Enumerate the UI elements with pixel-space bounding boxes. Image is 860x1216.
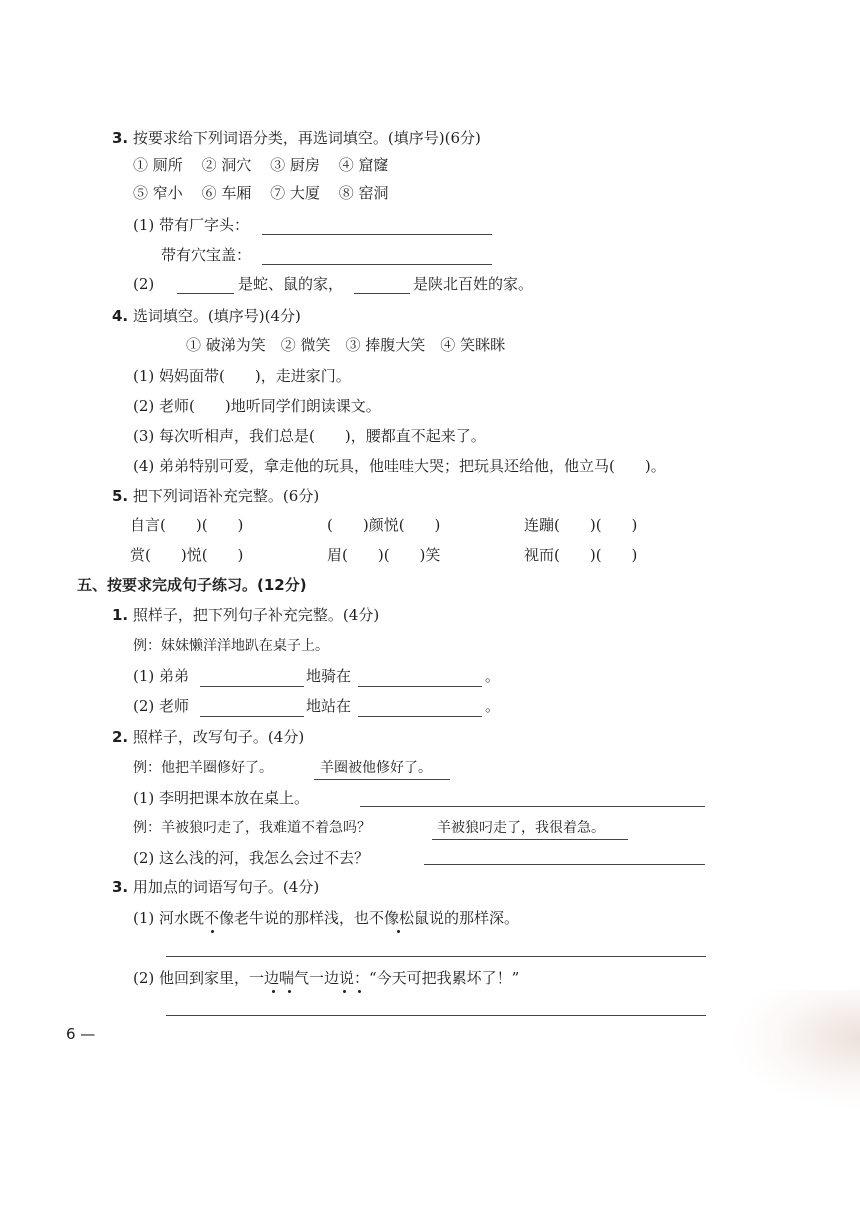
q3-part2: [133, 277, 154, 292]
s1-b-blank-2[interactable]: [358, 716, 482, 717]
q3-option-5: ⑤ 窄小: [133, 184, 183, 202]
s1-b-blank-1[interactable]: [200, 716, 304, 717]
q3-part1b: [161, 248, 251, 263]
q4-heading: [112, 309, 301, 324]
s3-heading: [112, 880, 319, 895]
q3-part2-text-1: 是蛇、鼠的家，: [238, 275, 344, 293]
q3-options-row1: [133, 158, 388, 173]
q3-option-3: ③ 厨房: [270, 156, 320, 174]
s1-heading: [112, 608, 379, 623]
s3-number: 3.: [112, 878, 129, 896]
q3-title: 按要求给下列词语分类，再选词填空。(填序号)(6分): [132, 129, 481, 147]
s3-answer-line-2[interactable]: [166, 1015, 706, 1016]
s2-number: 2.: [112, 728, 129, 746]
q3-heading: [112, 131, 481, 146]
emphasis-dot: [288, 990, 291, 993]
s2-sentence-1: (1) 李明把课本放在桌上。: [133, 789, 310, 807]
s2-heading: [112, 730, 304, 745]
emphasis-dot: [343, 990, 346, 993]
s1-a-blank-1[interactable]: [200, 686, 304, 687]
emphasis-dot: [211, 930, 214, 933]
s1-b-mid: 地站在: [306, 697, 352, 715]
q3-options-row2: [133, 186, 388, 201]
q3-part1b-answer-line[interactable]: [262, 264, 492, 265]
s1-example: 例：妹妹懒洋洋地趴在桌子上。: [133, 638, 329, 654]
s3-sentence-1: (1) 河水既不像老牛说的那样浅，也不像松鼠说的那样深。: [133, 909, 520, 927]
q5-heading: [112, 489, 319, 504]
q3-part2-number: (2): [133, 275, 155, 293]
s2-example-1-underline: [314, 779, 450, 780]
s2-example-2-answer: 羊被狼叼走了，我很着急。: [437, 820, 605, 836]
q5-word-1: 自言( )( ): [130, 516, 244, 534]
page-number: 6 —: [66, 1025, 96, 1043]
s2-example-2-question: 例：羊被狼叼走了，我难道不着急吗？: [133, 820, 371, 836]
q3-number: 3.: [112, 129, 129, 147]
s3-answer-line-1[interactable]: [166, 956, 706, 957]
q5-word-3: 连蹦( )( ): [524, 516, 638, 534]
emphasis-dot: [272, 990, 275, 993]
q3-option-7: ⑦ 大厦: [270, 184, 320, 202]
q5-number: 5.: [112, 487, 129, 505]
s2-sentence-2: (2) 这么浅的河，我怎么会过不去？: [133, 849, 370, 867]
s2-answer-line-2[interactable]: [424, 864, 705, 865]
q3-part1-answer-line[interactable]: [262, 234, 492, 235]
s2-example-1-answer: 羊圈被他修好了。: [320, 760, 432, 776]
s2-example-1-question: 例：他把羊圈修好了。: [133, 760, 273, 776]
s1-b-end: 。: [485, 697, 501, 715]
q3-option-2: ② 洞穴: [201, 156, 252, 174]
q3-part1: [133, 218, 249, 233]
q3-part1-label: (1) 带有厂字头：: [133, 216, 250, 234]
q4-options: ① 破涕为笑 ② 微笑 ③ 捧腹大笑 ④ 笑眯眯: [186, 336, 506, 354]
s1-b-start: (2) 老师: [133, 697, 190, 715]
scan-shadow: [730, 990, 860, 1110]
s1-number: 1.: [112, 606, 129, 624]
q4-sentence-3: (3) 每次听相声，我们总是( )，腰都直不起来了。: [133, 427, 486, 445]
section-5-title: 五、按要求完成句子练习。(12分): [77, 576, 307, 594]
s1-a-mid: 地骑在: [306, 667, 352, 685]
q3-option-1: ① 厕所: [133, 156, 183, 174]
s2-example-2-underline: [432, 839, 628, 840]
q3-part2-blank-1[interactable]: [177, 293, 234, 294]
s2-answer-line-1[interactable]: [360, 806, 705, 807]
emphasis-dot: [397, 930, 400, 933]
q3-option-4: ④ 窟窿: [338, 156, 389, 174]
q3-part2-text-2: 是陕北百姓的家。: [413, 275, 534, 293]
s3-title: 用加点的词语写句子。(4分): [132, 878, 320, 896]
q5-word-2: ( )颜悦( ): [327, 516, 441, 534]
q3-option-8: ⑧ 窑洞: [338, 184, 389, 202]
q4-number: 4.: [112, 307, 129, 325]
s1-a-end: 。: [485, 667, 501, 685]
q3-part2-blank-2[interactable]: [354, 293, 410, 294]
emphasis-dot: [358, 990, 361, 993]
s3-sentence-2: (2) 他回到家里，一边喘气一边说：“今天可把我累坏了！”: [133, 969, 520, 987]
q5-title: 把下列词语补充完整。(6分): [132, 487, 320, 505]
q4-title: 选词填空。(填序号)(4分): [132, 307, 301, 325]
s2-title: 照样子，改写句子。(4分): [132, 728, 305, 746]
q5-word-6: 视而( )( ): [524, 546, 638, 564]
s1-a-start: (1) 弟弟: [133, 667, 190, 685]
s1-title: 照样子，把下列句子补充完整。(4分): [132, 606, 380, 624]
q4-sentence-4: (4) 弟弟特别可爱，拿走他的玩具，他哇哇大哭；把玩具还给他，他立马( )。: [133, 457, 666, 475]
q5-word-4: 赏( )悦( ): [130, 546, 244, 564]
s1-a-blank-2[interactable]: [358, 686, 482, 687]
q3-part1b-label: 带有穴宝盖：: [161, 246, 252, 264]
q3-option-6: ⑥ 车厢: [201, 184, 252, 202]
q4-sentence-2: (2) 老师( )地听同学们朗读课文。: [133, 397, 381, 415]
q4-sentence-1: (1) 妈妈面带( )，走进家门。: [133, 367, 351, 385]
q5-word-5: 眉( )( )笑: [327, 546, 441, 564]
